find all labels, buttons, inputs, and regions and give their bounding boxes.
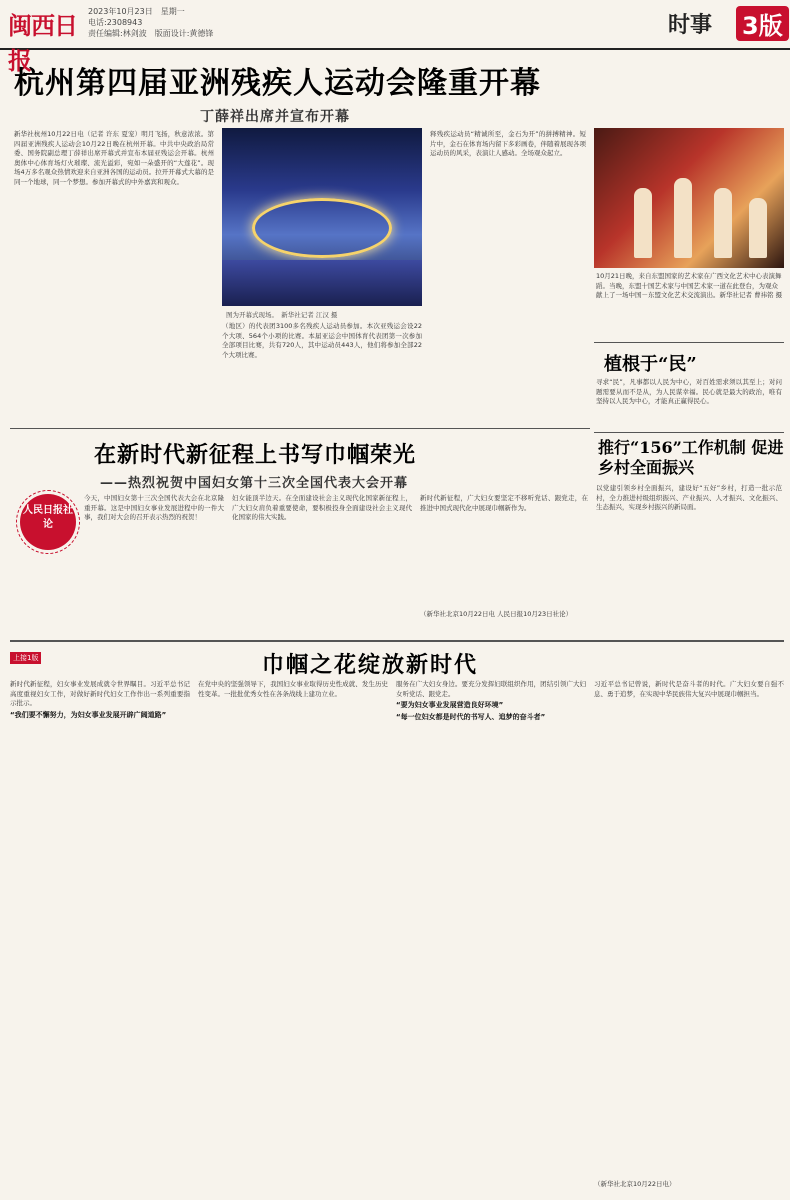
editor-credit: 责任编辑:林剑波 版面设计:黄德锋 [88, 29, 214, 38]
page-number: 3版 [736, 6, 789, 41]
editorial-headline: 在新时代新征程上书写巾帼荣光 [94, 442, 417, 468]
photo-caption: 10月21日晚，来自东盟国家的艺术家在广西文化艺术中心表演舞蹈。当晚，东盟十国艺术家与中国艺术家一道在此登台，为观众献上了一场中国－东盟文化艺术交流演出。新华社记者 曹祎铭 摄 [596, 272, 783, 299]
divider [10, 428, 590, 429]
side-headline: 推行“156”工作机制 促进乡村全面振兴 [598, 438, 784, 477]
section-title: 时事 [668, 12, 713, 38]
side-column: 以党建引领乡村全面振兴，建设好“五好”乡村，打造一批示范村，全力推进村级组织振兴、产业振兴、人才振兴、文化振兴、生态振兴，实现乡村振兴的新局面。 [596, 484, 782, 511]
divider [594, 342, 784, 343]
side-column: 寻求“民”，凡事都以人民为中心，对百姓需求须以其至上；对问题需要从而不是从，为人民谋幸福。民心就是最大的政治，唯有坚持以人民为中心，才能真正赢得民心。 [596, 378, 782, 405]
issue-date: 2023年10月23日 星期一 [88, 7, 185, 16]
editorial-badge: 人民日报社论 [20, 494, 76, 550]
editorial-source: （新华社北京10月22日电 人民日报10月23日社论） [420, 610, 573, 618]
editorial-column: 妇女能顶半边天。在全面建设社会主义现代化国家新征程上，广大妇女肩负着重要使命，要积极投身全面建设社会主义现代化国家的伟大实践。 [232, 494, 412, 521]
photo-caption: 图为开幕式现场。 新华社记者 江汉 摄 [226, 311, 338, 319]
editorial-subheadline: ——热烈祝贺中国妇女第十三次全国代表大会开幕 [100, 476, 409, 491]
dance-photo [594, 128, 784, 268]
feature-text: 服务在广大妇女身边。要充分发挥妇联组织作用，团结引领广大妇女听党话、跟党走。 [396, 680, 586, 698]
article-subheadline: 丁薛祥出席并宣布开幕 [200, 109, 350, 125]
feature-source: （新华社北京10月22日电） [594, 1180, 676, 1188]
feature-column [396, 680, 586, 1190]
ceremony-photo [222, 128, 422, 306]
feature-headline: 巾帼之花绽放新时代 [262, 652, 479, 678]
feature-text: 新时代新征程，妇女事业发展成就令世界瞩目。习近平总书记高度重视妇女工作，对做好新时代妇女工作作出一系列重要指示批示。 [10, 680, 190, 707]
feature-column [594, 680, 784, 1178]
feature-text: 在党中央的坚强领导下，我国妇女事业取得历史性成就、发生历史性变革。一批批优秀女性在各条战线上建功立业。 [198, 680, 388, 698]
feature-text: 习近平总书记曾说，新时代是奋斗者的时代。广大妇女要自强不息、勇于追梦，在实现中华民族伟大复兴中展现巾帼担当。 [594, 680, 784, 698]
article-column: （地区）的代表团3100多名残疾人运动员参加。本次亚残运会设22个大项、564个小项的比赛。本届亚运会中国体育代表团第一次参加全部项目比赛，共有720人，其中运动员443人，他们将参加全部22个大项比赛。 [222, 322, 422, 359]
masthead [0, 0, 790, 75]
divider [10, 640, 784, 642]
feature-subhead: “每一位妇女都是时代的书写人、追梦的奋斗者” [396, 712, 546, 721]
divider [594, 432, 784, 433]
feature-subhead: “我们要不懈努力，为妇女事业发展开辟广阔道路” [10, 710, 167, 719]
feature-column [10, 680, 190, 1190]
editorial-column: 新时代新征程，广大妇女要坚定不移听党话、跟党走，在推进中国式现代化中展现巾帼新作为。 [420, 494, 588, 512]
article-column: 释残疾运动员“精诚所至，金石为开”的拼搏精神。短片中，金石在体育场内留下多彩画卷，伴随着展现各项运动员的风采，表演让人感动。全场观众起立。 [430, 130, 586, 157]
feature-subhead: “要为妇女事业发展营造良好环境” [396, 701, 504, 709]
newspaper-logo: 闽西日报 [8, 11, 77, 75]
continuation-tag: 上接1版 [10, 652, 41, 664]
article-headline: 杭州第四届亚洲残疾人运动会隆重开幕 [14, 66, 541, 101]
article-column: 新华社杭州10月22日电（记者 许东 夏宠）明月飞扬，秋意浓浓。第四届亚洲残疾人运动会10月22日晚在杭州开幕。中共中央政治局常委、国务院副总理丁薛祥出席开幕式并宣布本届亚残运会开幕。杭州奥体中心体育场灯火璀璨、流光溢彩，宛如一朵盛开的“大莲花”。现场4万多名观众热情欢迎来自亚洲各国的运动员。拉开开幕式大幕的是同一个地球，同一个梦想。参加开幕式的中外嘉宾和观众。 [14, 130, 214, 186]
feature-column [198, 680, 388, 1190]
masthead-info [88, 6, 213, 39]
phone-number: 电话:2308943 [88, 18, 143, 27]
editorial-column: 今天，中国妇女第十三次全国代表大会在北京隆重开幕。这是中国妇女事业发展进程中的一件大事，我们对大会的召开表示热烈的祝贺！ [84, 494, 224, 521]
side-headline: 植根于“民” [604, 354, 697, 375]
